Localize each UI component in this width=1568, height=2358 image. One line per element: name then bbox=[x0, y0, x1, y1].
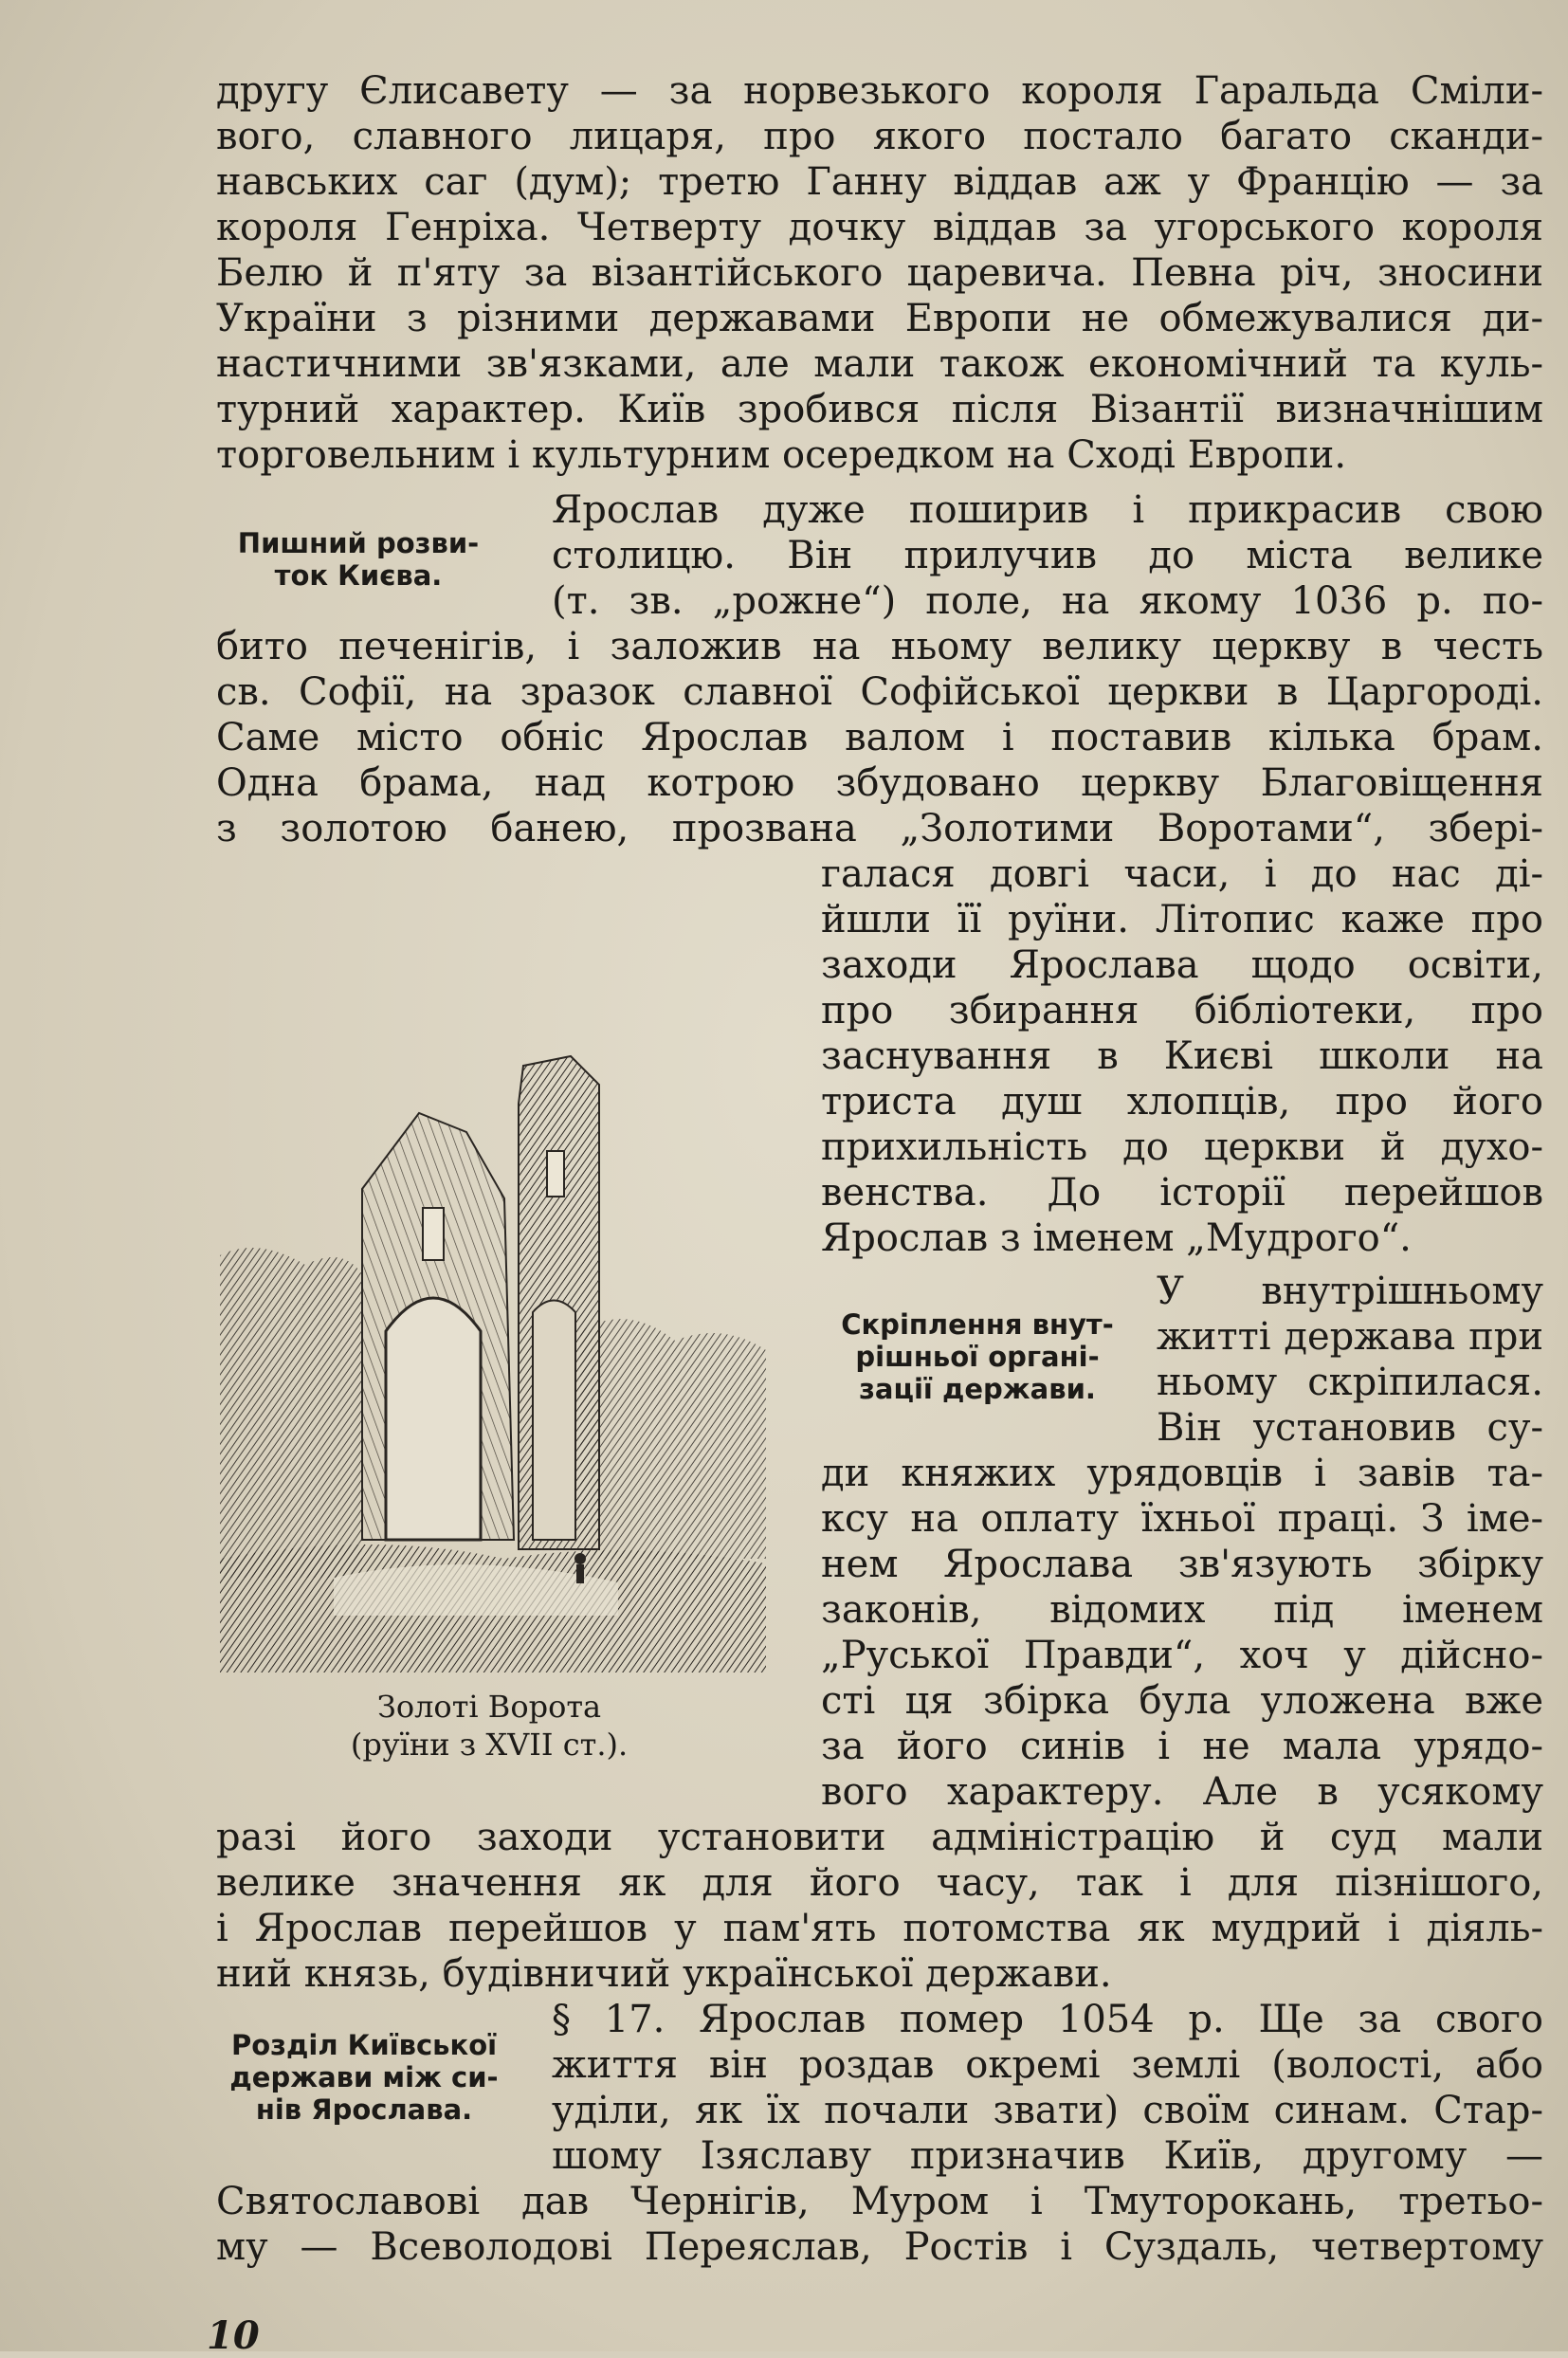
text-line: ньому скріпилася. bbox=[1157, 1361, 1543, 1404]
text-line: навських саг (дум); третю Ганну віддав аж у Францію — за bbox=[216, 160, 1543, 204]
text-line: Белю й п'яту за візантійського царевича. Певна річ, зносини bbox=[216, 251, 1543, 295]
page-number: 10 bbox=[207, 2313, 260, 2358]
text-line: житті держава при bbox=[1157, 1315, 1543, 1359]
side-heading-line: Скріплення внут- bbox=[841, 1308, 1114, 1341]
golden-gate-illustration bbox=[220, 1047, 766, 1673]
text-line: турний характер. Київ зробився після Візантії визначнішим bbox=[216, 388, 1543, 431]
text-line: заходи Ярослава щодо освіти, bbox=[821, 943, 1543, 987]
text-line: венства. До історії перейшов bbox=[821, 1171, 1543, 1215]
text-line: нем Ярослава зв'язують збірку bbox=[821, 1543, 1543, 1586]
text-line: триста душ хлопців, про його bbox=[821, 1080, 1543, 1124]
text-line: ний князь, будівничий української держави. bbox=[216, 1952, 1112, 1996]
text-line: другу Єлисавету — за норвезького короля Гаральда Сміли- bbox=[216, 69, 1543, 113]
text-line: торговельним і культурним осередком на Сході Европи. bbox=[216, 433, 1347, 477]
text-line: про збирання бібліотеки, про bbox=[821, 989, 1543, 1033]
text-line: вого характеру. Але в усякому bbox=[821, 1770, 1543, 1814]
text-line: му — Всеволодові Переяслав, Ростів і Суздаль, четвертому bbox=[216, 2225, 1543, 2269]
text-line: столицю. Він прилучив до міста велике bbox=[552, 534, 1543, 577]
side-heading-line: рішньої органі- bbox=[855, 1341, 1100, 1373]
side-heading-line: Пишний розви- bbox=[237, 527, 480, 559]
text-line: короля Генріха. Четверту дочку віддав за угорського короля bbox=[216, 206, 1543, 249]
ruins-engraving bbox=[220, 1047, 766, 1673]
text-line: Святославові дав Чернігів, Муром і Тмуторокань, третьо- bbox=[216, 2180, 1543, 2223]
text-line: Він установив су- bbox=[1157, 1406, 1543, 1450]
text-line: ди княжих урядовців і завів та- bbox=[821, 1452, 1543, 1495]
text-line: (т. зв. „рожне“) поле, на якому 1036 р. по- bbox=[552, 579, 1543, 623]
text-line: велике значення як для його часу, так і для пізнішого, bbox=[216, 1861, 1543, 1905]
text-line: за його синів і не мала урядо- bbox=[821, 1725, 1543, 1768]
text-line: Ярослав з іменем „Мудрого“. bbox=[821, 1216, 1412, 1260]
text-line: „Руської Правди“, хоч у дійсно- bbox=[821, 1634, 1543, 1677]
text-line: § 17. Ярослав помер 1054 р. Ще за свого bbox=[552, 1998, 1543, 2041]
caption-line: Золоті Ворота bbox=[376, 1689, 602, 1725]
text-line: разі його заходи установити адміністрацію й суд мали bbox=[216, 1816, 1543, 1859]
text-line: життя він роздав окремі землі (волості, або bbox=[552, 2043, 1543, 2087]
text-line: з золотою банею, прозвана „Золотими Воротами“, збері- bbox=[216, 807, 1543, 850]
side-heading-kyiv bbox=[216, 527, 501, 592]
text-line: йшли її руїни. Літопис каже про bbox=[821, 898, 1543, 941]
text-line: Ярослав дуже поширив і прикрасив свою bbox=[552, 488, 1543, 532]
side-heading-division bbox=[210, 2029, 518, 2126]
side-heading-line: зації держави. bbox=[859, 1373, 1096, 1405]
text-line: шому Ізяславу призначив Київ, другому — bbox=[552, 2134, 1543, 2178]
text-line: св. Софії, на зразок славної Софійської церкви в Царгороді. bbox=[216, 670, 1543, 714]
text-line: законів, відомих під іменем bbox=[821, 1588, 1543, 1632]
side-heading-line: держави між си- bbox=[229, 2061, 499, 2093]
caption-line: (руїни з XVII ст.). bbox=[350, 1727, 629, 1763]
text-line: вого, славного лицаря, про якого постало багато сканди- bbox=[216, 115, 1543, 158]
text-line: настичними зв'язками, але мали також економічний та куль- bbox=[216, 342, 1543, 386]
figure-caption bbox=[214, 1688, 764, 1764]
text-line: бито печенігів, і заложив на ньому велику церкву в честь bbox=[216, 625, 1543, 668]
text-line: У внутрішньому bbox=[1157, 1270, 1543, 1313]
text-line: Одна брама, над котрою збудовано церкву Благовіщення bbox=[216, 761, 1543, 805]
text-line: і Ярослав перейшов у пам'ять потомства як мудрий і діяль- bbox=[216, 1907, 1543, 1950]
text-line: України з різними державами Европи не обмежувалися ди- bbox=[216, 297, 1543, 340]
side-heading-line: ток Києва. bbox=[274, 559, 443, 592]
text-line: галася довгі часи, і до нас ді- bbox=[821, 852, 1543, 896]
text-line: Саме місто обніс Ярослав валом і поставив кілька брам. bbox=[216, 716, 1543, 759]
text-line: уділи, як їх почали звати) своїм синам. Стар- bbox=[552, 2089, 1543, 2132]
text-line: ксу на оплату їхньої праці. З іме- bbox=[821, 1497, 1543, 1541]
side-heading-line: Розділ Київської bbox=[230, 2029, 498, 2061]
text-line: прихильність до церкви й духо- bbox=[821, 1125, 1543, 1169]
text-line: заснування в Києві школи на bbox=[821, 1034, 1543, 1078]
side-heading-admin bbox=[819, 1308, 1136, 1405]
side-heading-line: нів Ярослава. bbox=[255, 2093, 473, 2126]
text-line: сті ця збірка була уложена вже bbox=[821, 1679, 1543, 1723]
